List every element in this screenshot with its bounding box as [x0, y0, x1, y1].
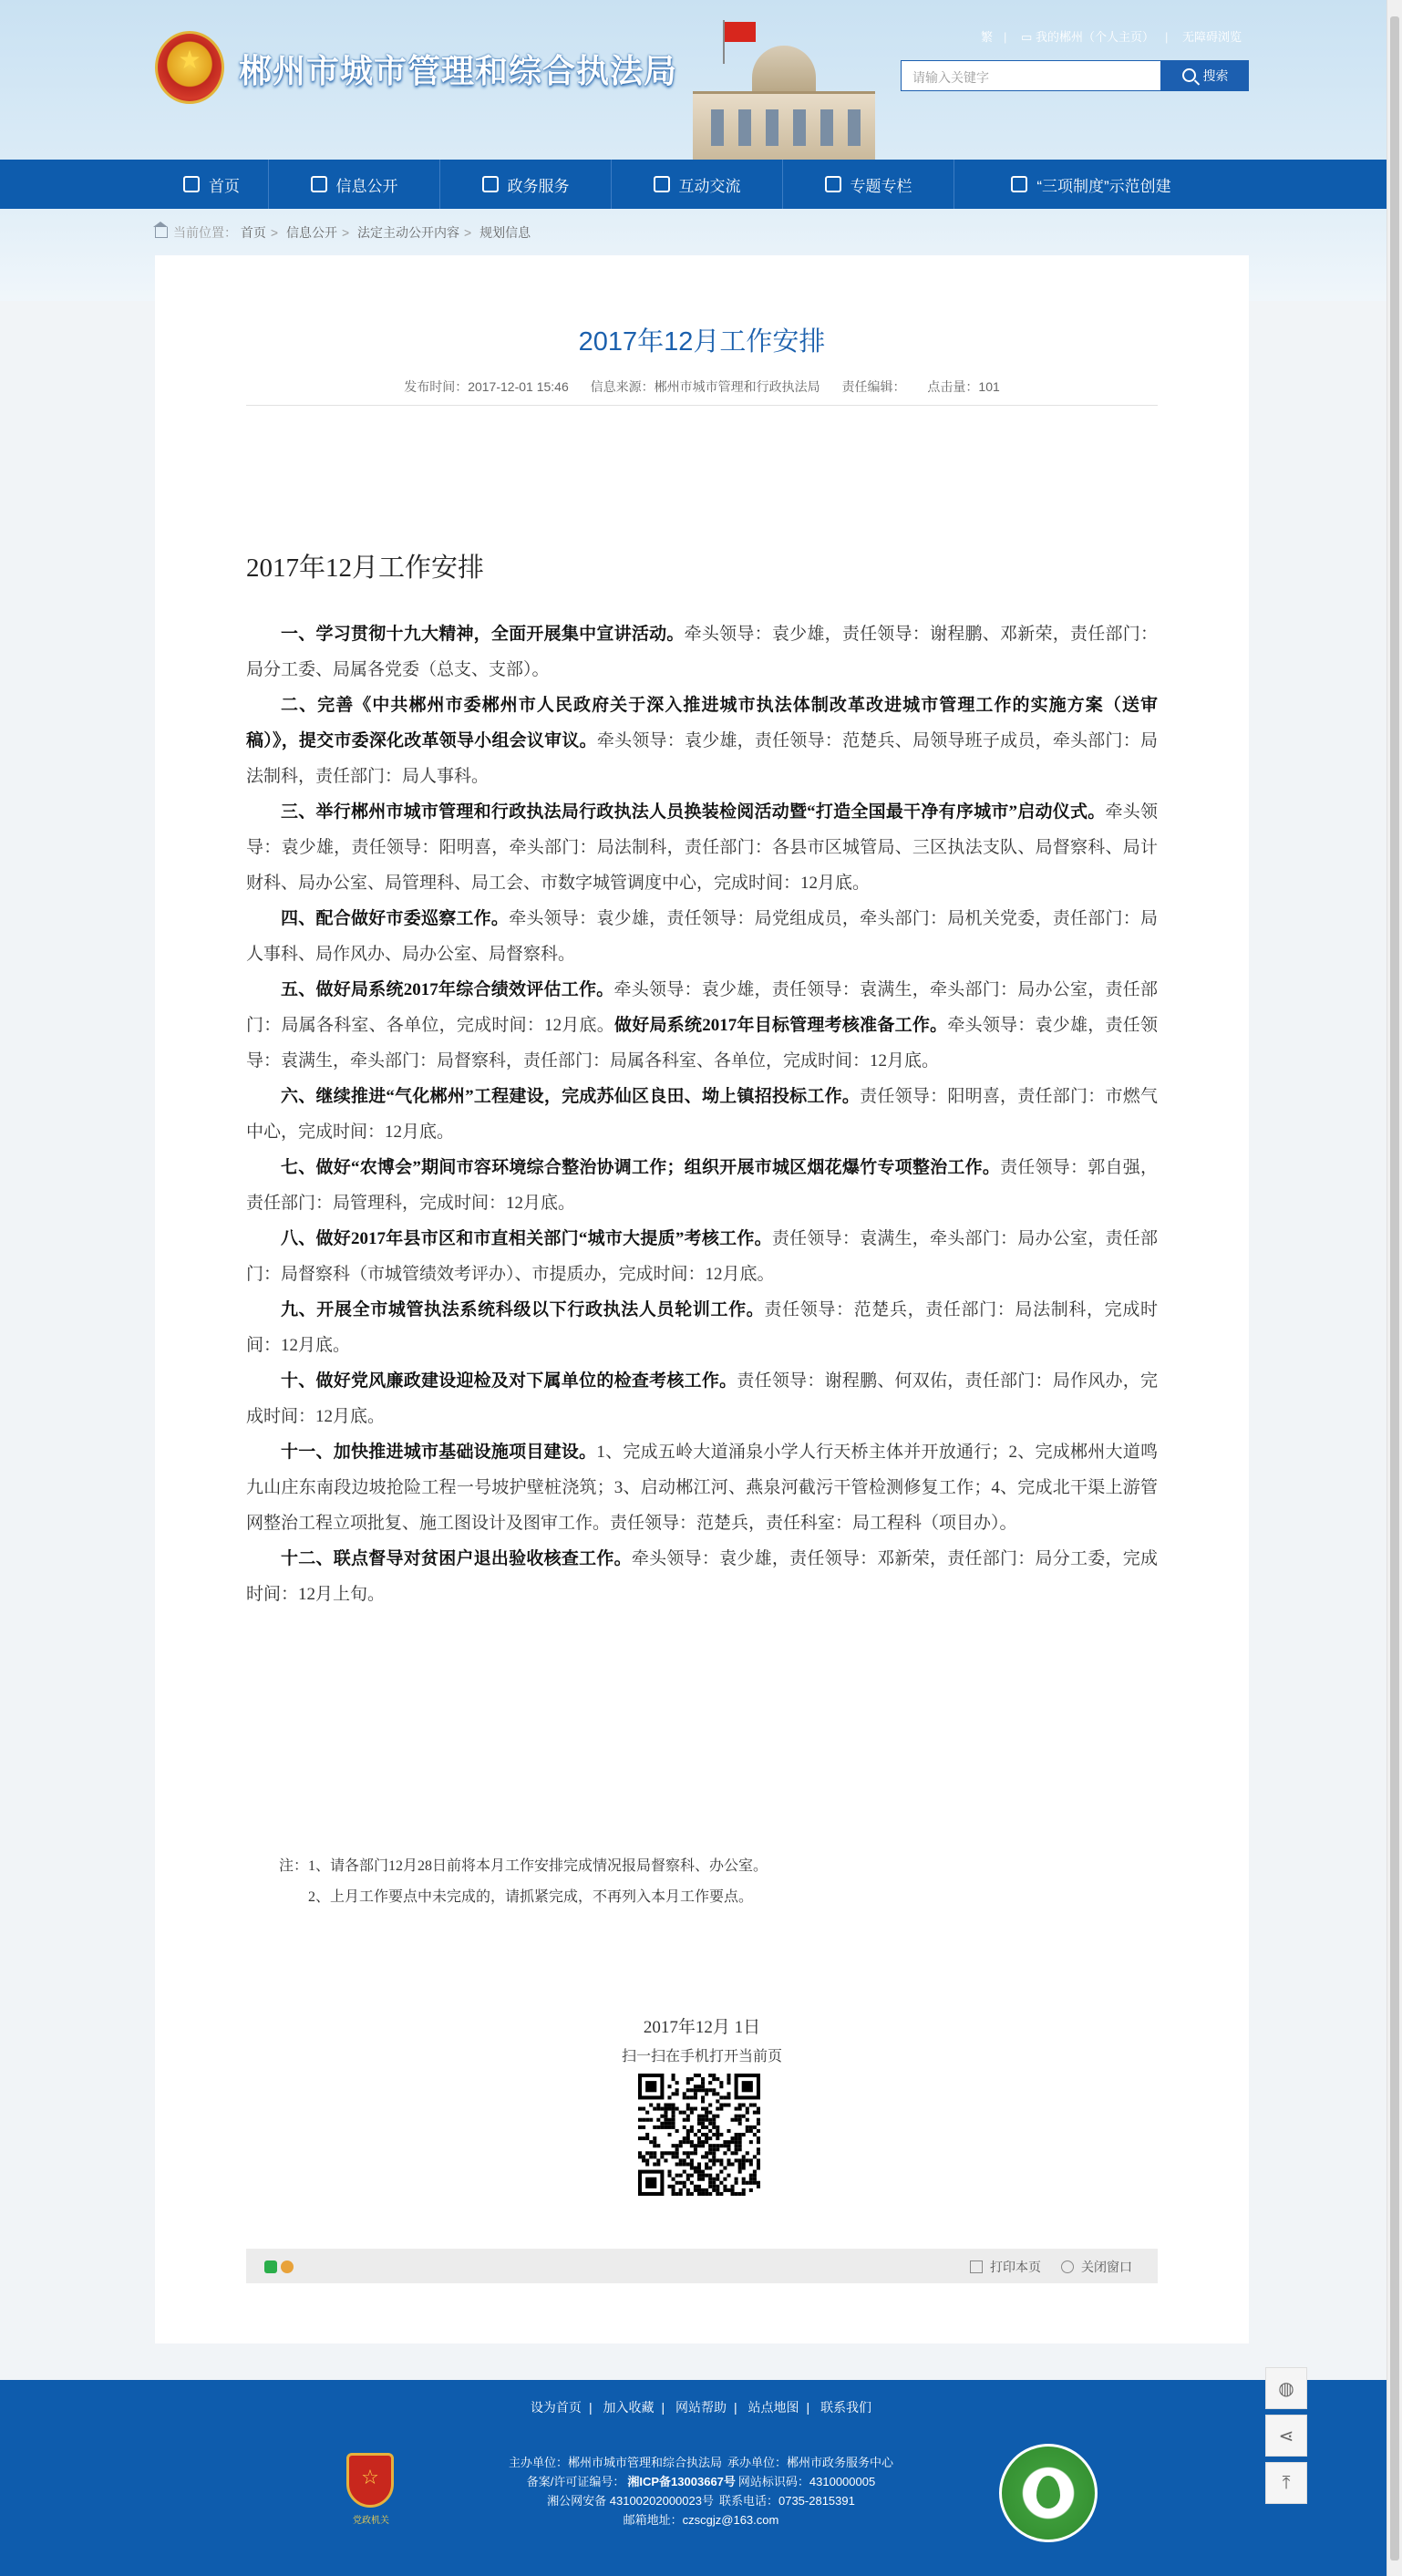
top-links: 繁 | ▭ 我的郴州（个人主页） | 无障碍浏览 — [981, 30, 1242, 44]
paragraph: 四、配合做好市委巡察工作。牵头领导：袁少雄，责任领导：局党组成员，牵头部门：局机关党委，责任部门：局人事科、局作风办、局办公室、局督察科。 — [246, 909, 1158, 964]
icp-number[interactable]: 湘ICP备13003667号 — [627, 2475, 736, 2488]
main-nav — [0, 160, 1402, 209]
article-title: 2017年12月工作安排 — [578, 327, 826, 357]
document-icon — [311, 176, 327, 192]
paragraph: 十、做好党风廉政建设迎检及对下属单位的检查考核工作。责任领导：谢程鹏、何双佑，责任部门：局作风办，完成时间：12月底。 — [246, 1371, 1158, 1426]
sitemap-link[interactable]: 站点地图 — [747, 2400, 799, 2415]
view-count: 点击量：101 — [927, 379, 1000, 394]
paragraph: 二、完善《中共郴州市委郴州市人民政府关于深入推进城市执法体制改革改进城市管理工作的实施方案（送审稿）》，提交市委深化改革领导小组会议审议。牵头领导：袁少雄，责任领导：范楚兵、局领导班子成员，牵头部门：局法制科，责任部门：局人事科。 — [246, 696, 1158, 786]
search-icon — [1182, 68, 1196, 82]
paragraph: 十一、加快推进城市基础设施项目建设。1、完成五岭大道涌泉小学人行天桥主体并开放通行；2、完成郴州大道鸣九山庄东南段边坡抢险工程一号坡护壁桩浇筑；3、启动郴江河、燕泉河截污干管检测修复工作；4、完成北干渠上游管网整治工程立项批复、施工图设计及图审工作。责任领导：范楚兵，责任科室：局工程科（项目办）。 — [246, 1443, 1158, 1533]
contact-email: 邮箱地址：czscgjz@163.com — [623, 2513, 779, 2527]
nav-info-disclosure[interactable]: 信息公开 — [269, 160, 440, 209]
note-1: 注：1、请各部门12月28日前将本月工作安排完成情况报局督察科、办公室。 — [279, 1858, 768, 1874]
close-window-button[interactable]: 关闭窗口 — [1061, 2258, 1132, 2276]
traditional-chinese-link[interactable]: 繁 — [981, 30, 994, 44]
nav-three-systems[interactable]: “三项制度”示范创建 — [954, 160, 1228, 209]
nav-interaction[interactable]: 互动交流 — [612, 160, 783, 209]
weibo-share-icon[interactable] — [281, 2260, 294, 2273]
site-footer — [0, 2380, 1402, 2576]
edit-icon — [482, 176, 499, 192]
nav-government-service[interactable]: 政务服务 — [440, 160, 612, 209]
search-input[interactable]: 请输入关键字 — [901, 60, 1161, 91]
add-favorite-link[interactable]: 加入收藏 — [603, 2400, 655, 2415]
breadcrumb-home[interactable]: 首页 — [240, 225, 266, 240]
paragraph: 七、做好“农博会”期间市容环境综合整治协调工作；组织开展市城区烟花爆竹专项整治工作。责任领导：郭自强，责任部门：局管理科，完成时间：12月底。 — [246, 1158, 1158, 1213]
site-code: 网站标识码：4310000005 — [737, 2475, 876, 2488]
search-button[interactable]: 搜索 — [1161, 60, 1249, 91]
wechat-icon[interactable]: ◍ — [1265, 2367, 1307, 2409]
footer-links: 设为首页 | 加入收藏 | 网站帮助 | 站点地图 | 联系我们 — [530, 2400, 872, 2415]
site-header — [0, 0, 1402, 160]
national-emblem-icon — [155, 31, 224, 104]
my-chenzhou-link[interactable]: ▭ 我的郴州（个人主页） — [1021, 30, 1154, 44]
breadcrumb-planning-info[interactable]: 规划信息 — [479, 225, 531, 240]
set-homepage-link[interactable]: 设为首页 — [530, 2400, 582, 2415]
police-record[interactable]: 湘公网安备 43100202000023号 — [547, 2494, 714, 2508]
scroll-thumb[interactable] — [1390, 16, 1399, 2560]
print-button[interactable]: 打印本页 — [970, 2258, 1041, 2276]
editor: 责任编辑： — [841, 379, 906, 394]
article-card — [155, 255, 1249, 2343]
breadcrumb-statutory-content[interactable]: 法定主动公开内容 — [357, 225, 460, 240]
undertaker-unit: 承办单位：郴州市政务服务中心 — [727, 2456, 894, 2469]
document-date: 2017年12月 1日 — [643, 2018, 761, 2037]
share-bar — [246, 2249, 1158, 2283]
paragraph: 五、做好局系统2017年综合绩效评估工作。牵头领导：袁少雄，责任领导：袁满生，牵头部门：局办公室，责任部门：局属各科室、各单位，完成时间：12月底。做好局系统2017年目标管理考核准备工作。牵头领导：袁少雄，责任领导：袁满生，牵头部门：局督察科，责任部门：局属各科室、各单位，完成时间：12月底。 — [246, 980, 1158, 1071]
footer-info — [0, 2453, 1402, 2529]
contact-phone: 联系电话：0735-2815391 — [718, 2494, 855, 2508]
paragraph: 九、开展全市城管执法系统科级以下行政执法人员轮训工作。责任领导：范楚兵，责任部门：局法制科，完成时间：12月底。 — [246, 1300, 1158, 1355]
paragraph: 六、继续推进“气化郴州”工程建设，完成苏仙区良田、坳上镇招投标工作。责任领导：阳明喜，责任部门：市燃气中心，完成时间：12月底。 — [246, 1087, 1158, 1142]
party-government-badge-icon[interactable]: ☆ — [346, 2453, 394, 2508]
party-badge-caption: 党政机关 — [353, 2516, 389, 2526]
breadcrumb-info-disclosure[interactable]: 信息公开 — [285, 225, 337, 240]
icp-label: 备案/许可证编号： — [526, 2475, 625, 2488]
article-meta — [155, 378, 1249, 396]
share-icon[interactable]: ⋖ — [1265, 2415, 1307, 2457]
paragraph: 一、学习贯彻十九大精神，全面开展集中宣讲活动。牵头领导：袁少雄，责任领导：谢程鹏、邓新荣，责任部门：局分工委、局属各党委（总支、支部）。 — [246, 625, 1158, 679]
chat-icon — [654, 176, 670, 192]
host-unit: 主办单位：郴州市城市管理和综合执法局 — [508, 2456, 722, 2469]
qr-label: 扫一扫在手机打开当前页 — [621, 2049, 782, 2064]
help-link[interactable]: 网站帮助 — [675, 2400, 727, 2415]
layers-icon — [825, 176, 841, 192]
wechat-share-icon[interactable] — [264, 2260, 277, 2273]
qr-code — [638, 2074, 760, 2196]
nav-home[interactable]: 首页 — [155, 160, 269, 209]
article-body — [246, 616, 1158, 1612]
back-to-top-icon[interactable]: ⤒ — [1265, 2462, 1307, 2504]
contact-link[interactable]: 联系我们 — [820, 2400, 872, 2415]
publish-time: 发布时间：2017-12-01 15:46 — [404, 379, 569, 394]
info-source: 信息来源：郴州市城市管理和行政执法局 — [590, 379, 820, 394]
document-title: 2017年12月工作安排 — [246, 553, 485, 583]
flag-icon — [725, 22, 756, 42]
paragraph: 十二、联点督导对贫困户退出验收核查工作。牵头领导：袁少雄，责任领导：邓新荣，责任部门：局分工委，完成时间：12月上旬。 — [246, 1549, 1158, 1604]
layers-icon — [1011, 176, 1027, 192]
home-icon — [183, 176, 200, 192]
paragraph: 三、举行郴州市城市管理和行政执法局行政执法人员换装检阅活动暨“打造全国最干净有序城市”启动仪式。牵头领导：袁少雄，责任领导：阳明喜，牵头部门：局法制科，责任部门：各县市区城管局、三区执法支队、局督察科、局计财科、局办公室、局管理科、局工会、市数字城管调度中心，完成时间：12月底。 — [246, 802, 1158, 893]
site-title: 郴州市城市管理和综合执法局 — [239, 53, 678, 90]
floating-toolbar — [1265, 2367, 1309, 2509]
paragraph: 八、做好2017年县市区和市直相关部门“城市大提质”考核工作。责任领导：袁满生，牵头部门：局办公室，责任部门：局督察科（市城管绩效考评办）、市提质办，完成时间：12月底。 — [246, 1229, 1158, 1284]
note-2: 2、上月工作要点中未完成的，请抓紧完成，不再列入本月工作要点。 — [308, 1889, 754, 1905]
notes — [279, 1851, 768, 1913]
printer-icon — [970, 2260, 983, 2273]
accessibility-link[interactable]: 无障碍浏览 — [1181, 30, 1242, 44]
divider — [246, 405, 1158, 406]
home-icon — [155, 227, 168, 238]
building-illustration — [638, 36, 912, 160]
nav-special-topics[interactable]: 专题专栏 — [783, 160, 954, 209]
scrollbar[interactable] — [1387, 0, 1402, 2576]
breadcrumb: 当前位置： 首页 > 信息公开 > 法定主动公开内容 > 规划信息 — [155, 223, 531, 242]
close-icon — [1061, 2260, 1074, 2273]
civilization-badge-icon[interactable] — [999, 2444, 1098, 2542]
